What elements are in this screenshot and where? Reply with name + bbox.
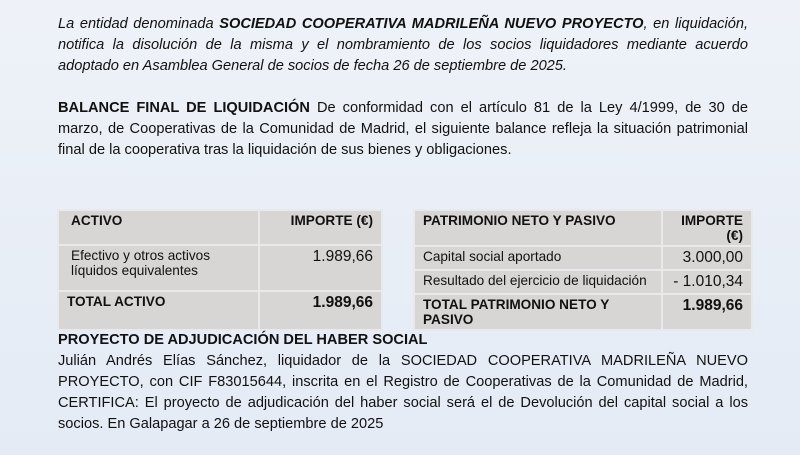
total-value: 1.989,66	[259, 291, 382, 330]
table-header	[414, 210, 752, 246]
row-value: - 1.010,34	[662, 270, 752, 294]
proyecto-title: PROYECTO DE ADJUDICACIÓN DEL HABER SOCIAL	[58, 332, 428, 348]
total-label: TOTAL PATRIMONIO NETO Y PASIVO	[414, 294, 662, 330]
column-header: PATRIMONIO NETO Y PASIVO	[414, 210, 662, 246]
row-value: 1.989,66	[259, 245, 382, 291]
row-label: Resultado del ejercicio de liquidación	[414, 270, 662, 294]
total-row	[58, 291, 382, 330]
table-header	[58, 210, 382, 245]
activo-table	[57, 209, 383, 331]
intro-post: , en liquidación, notifica la disolución de la misma y el nombramiento de los socios liquidadores mediante acuerdo adoptado en Asamblea General de socios de fecha 26 de septiembre de 2025.	[58, 16, 749, 74]
column-header: IMPORTE (€)	[662, 210, 752, 246]
entity-name: SOCIEDAD COOPERATIVA MADRILEÑA NUEVO PROYECTO	[219, 16, 644, 32]
proyecto-section	[58, 330, 748, 435]
pasivo-table	[413, 209, 753, 331]
balance-tables	[57, 209, 753, 331]
proyecto-text: Julián Andrés Elías Sánchez, liquidador de la SOCIEDAD COOPERATIVA MADRILEÑA NUEVO PROYECTO, con CIF F83015644, inscrita en el Registro de Cooperativas de la Comunidad de Madrid, CERTIFICA: El proyecto de adjudicación del haber social será el de Devolución del capital social a los socios. En Galapagar a 26 de septiembre de 2025	[58, 353, 748, 432]
total-label: TOTAL ACTIVO	[58, 291, 259, 330]
notice-body	[58, 14, 748, 161]
row-label: Capital social aportado	[414, 246, 662, 270]
balance-paragraph	[58, 98, 748, 161]
row-value: 3.000,00	[662, 246, 752, 270]
column-header: IMPORTE (€)	[259, 210, 382, 245]
intro-pre: La entidad denominada	[58, 16, 220, 32]
intro-paragraph	[58, 14, 748, 77]
table-row	[58, 245, 382, 291]
row-label: Efectivo y otros activos líquidos equivalentes	[58, 245, 259, 291]
table-row	[414, 246, 752, 270]
column-header: ACTIVO	[58, 210, 259, 245]
balance-title: BALANCE FINAL DE LIQUIDACIÓN	[58, 100, 310, 116]
balance-text: De conformidad con el artículo 81 de la Ley 4/1999, de 30 de marzo, de Cooperativas de la Comunidad de Madrid, el siguiente balance refleja la situación patrimonial final de la cooperativa tras la liquidación de sus bienes y obligaciones.	[58, 100, 748, 158]
total-value: 1.989,66	[662, 294, 752, 330]
table-row	[414, 270, 752, 294]
total-row	[414, 294, 752, 330]
